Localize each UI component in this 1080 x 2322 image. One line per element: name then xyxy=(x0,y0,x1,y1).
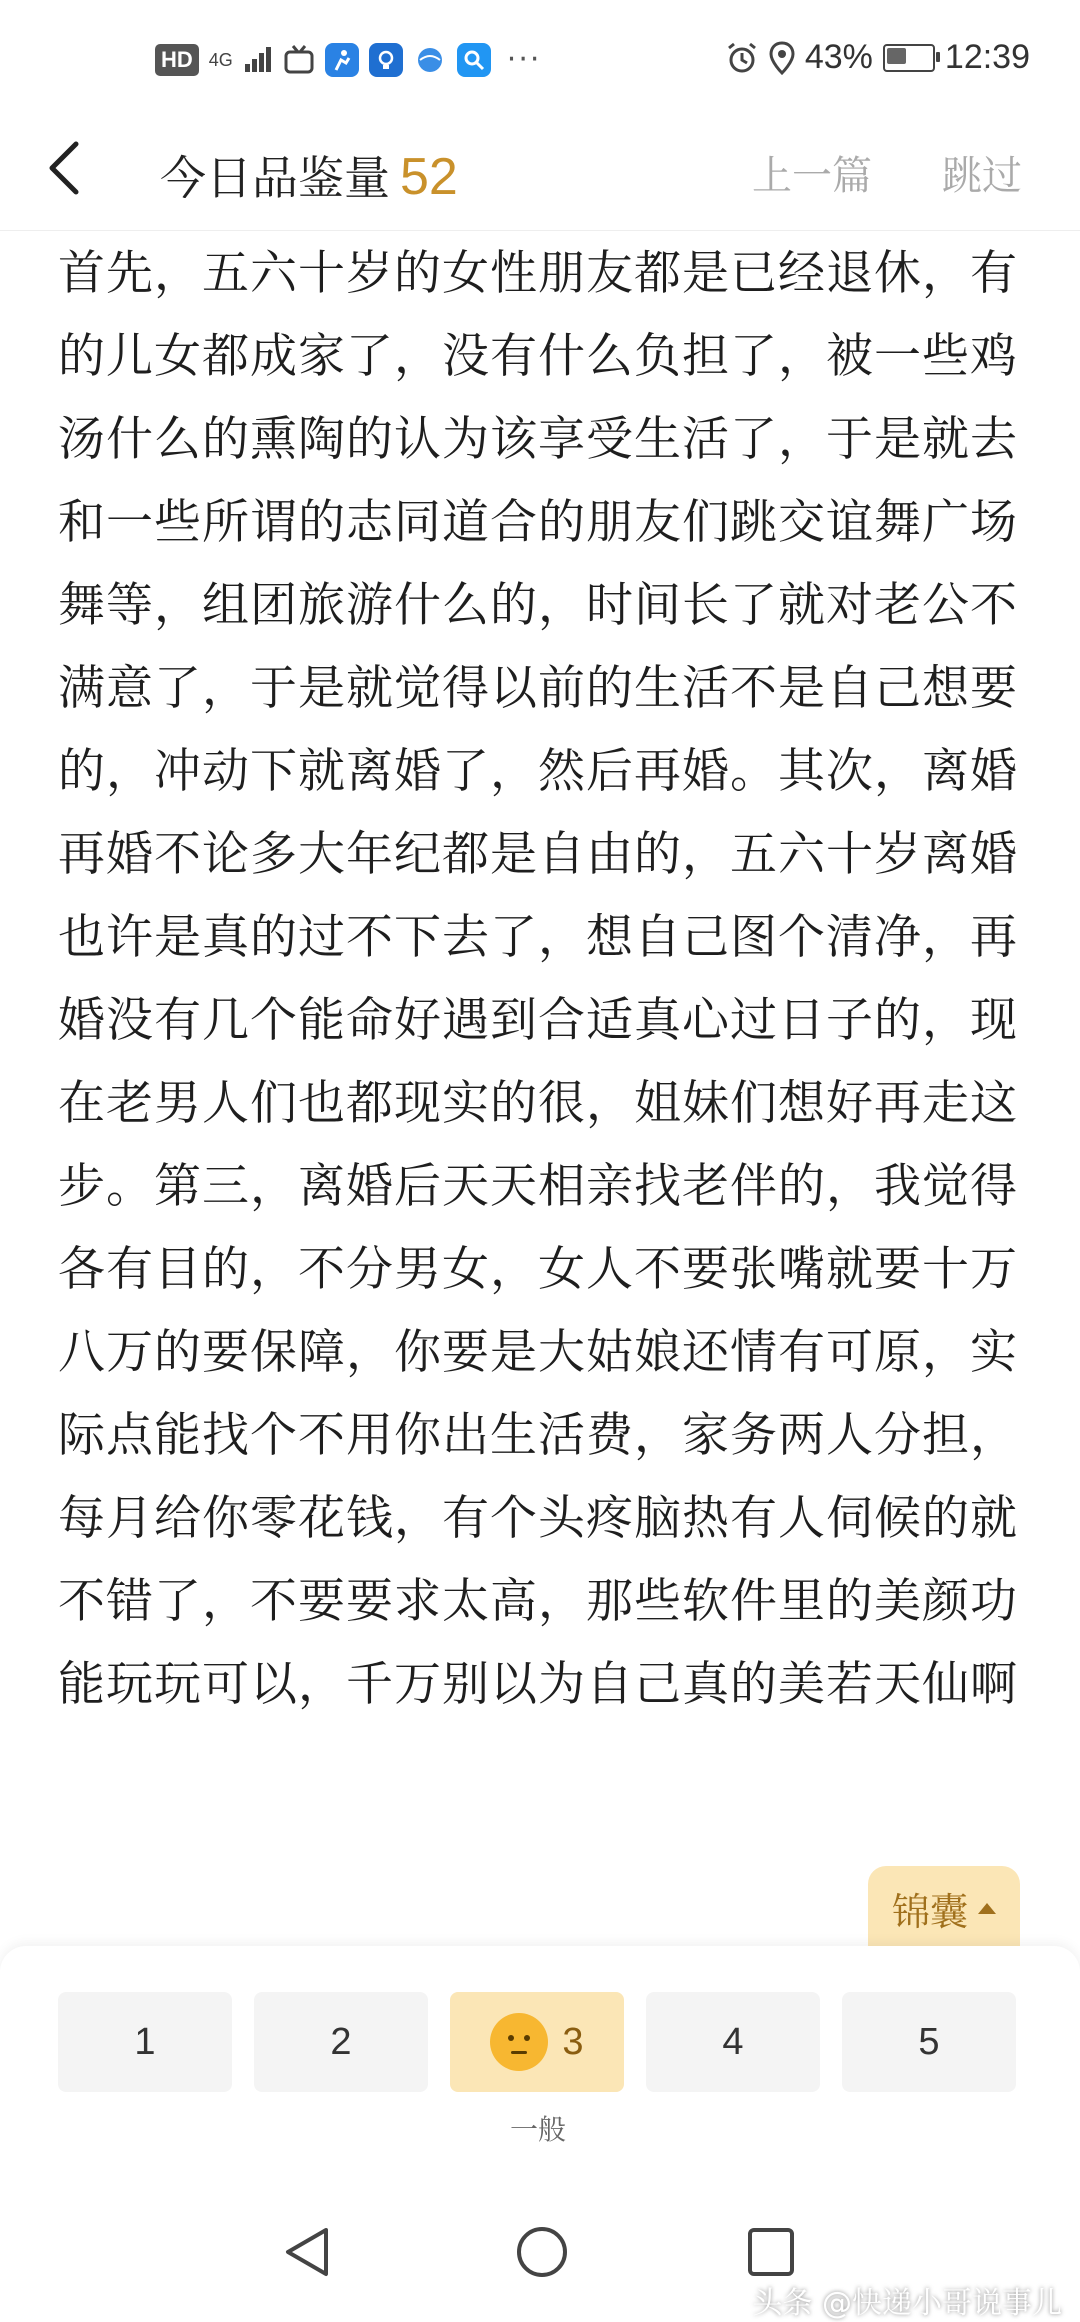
status-bar xyxy=(0,0,1080,120)
rating-option-3-selected[interactable] xyxy=(450,1992,624,2092)
tv-icon xyxy=(283,44,315,76)
alarm-icon xyxy=(725,41,759,75)
rating-value: 4 xyxy=(722,2020,744,2063)
rating-value: 5 xyxy=(918,2020,940,2063)
bulb-app-icon xyxy=(369,43,403,77)
nav-back-button[interactable] xyxy=(282,2224,332,2284)
rating-options xyxy=(58,1992,1016,2092)
status-left xyxy=(155,42,541,77)
article-body: 首先，五六十岁的女性朋友都是已经退休，有的儿女都成家了，没有什么负担了，被一些鸡汤什么的熏陶的认为该享受生活了，于是就去和一些所谓的志同道合的朋友们跳交谊舞广场舞等，组团旅游什么的，时间长了就对老公不满意了，于是就觉得以前的生活不是自己想要的，冲动下就离婚了，然后再婚。其次，离婚再婚不论多大年纪都是自由的，五六十岁离婚也许是真的过不下去了，想自己图个清净，再婚没有几个能命好遇到合适真心过日子的，现在老男人们也都现实的很，姐妹们想好再走这步。第三，离婚后天天相亲找老伴的，我觉得各有目的，不分男女，女人不要张嘴就要十万八万的要保障，你要是大姑娘还情有可原，实际点能找个不用你出生活费，家务两人分担，每月给你零花钱，有个头疼脑热有人伺候的就不错了，不要要求太高，那些软件里的美颜功能玩玩可以，千万别以为自己真的美若天仙啊 xyxy=(58,246,1018,1712)
rating-panel xyxy=(0,1946,1080,2196)
battery-level xyxy=(887,48,906,64)
skip-button[interactable]: 跳过 xyxy=(942,153,1022,199)
circle-home-icon xyxy=(514,2224,570,2280)
square-recents-icon xyxy=(746,2224,796,2280)
triangle-back-icon xyxy=(282,2224,332,2280)
battery-percent: 43% xyxy=(804,38,873,76)
nav-home-button[interactable] xyxy=(514,2224,570,2284)
globe-app-icon xyxy=(413,43,447,77)
title-text: 今日品鉴量 xyxy=(160,151,390,205)
watermark: 头条 @快递小哥说事儿 xyxy=(752,2286,1062,2321)
rating-option-1[interactable] xyxy=(58,1992,232,2092)
rating-value: 2 xyxy=(330,2020,352,2063)
sports-app-icon xyxy=(325,43,359,77)
neutral-face-icon xyxy=(490,2013,548,2071)
page-title xyxy=(160,142,458,208)
tips-button[interactable] xyxy=(868,1866,1020,1950)
rating-option-4[interactable] xyxy=(646,1992,820,2092)
location-icon xyxy=(769,41,795,75)
page-header xyxy=(0,120,1080,231)
rating-value: 1 xyxy=(134,2020,156,2063)
rating-option-5[interactable] xyxy=(842,1992,1016,2092)
status-right xyxy=(725,38,1030,77)
signal-label: 4G xyxy=(208,49,233,70)
back-button[interactable] xyxy=(44,138,104,208)
rating-value: 3 xyxy=(562,2020,584,2063)
chevron-left-icon xyxy=(44,138,84,198)
more-notifications-icon: ··· xyxy=(506,42,542,77)
hd-badge: HD xyxy=(155,44,199,76)
rating-option-2[interactable] xyxy=(254,1992,428,2092)
nav-recents-button[interactable] xyxy=(746,2224,796,2284)
appraisal-count: 52 xyxy=(400,148,458,206)
selected-rating-label: 一般 xyxy=(510,2113,567,2146)
clock: 12:39 xyxy=(944,38,1030,76)
tips-label: 锦囊 xyxy=(891,1889,968,1934)
caret-up-icon xyxy=(978,1903,996,1914)
search-app-icon xyxy=(457,43,491,77)
signal-icon xyxy=(243,46,273,74)
battery-icon xyxy=(883,44,935,72)
previous-article-button[interactable]: 上一篇 xyxy=(752,153,872,199)
